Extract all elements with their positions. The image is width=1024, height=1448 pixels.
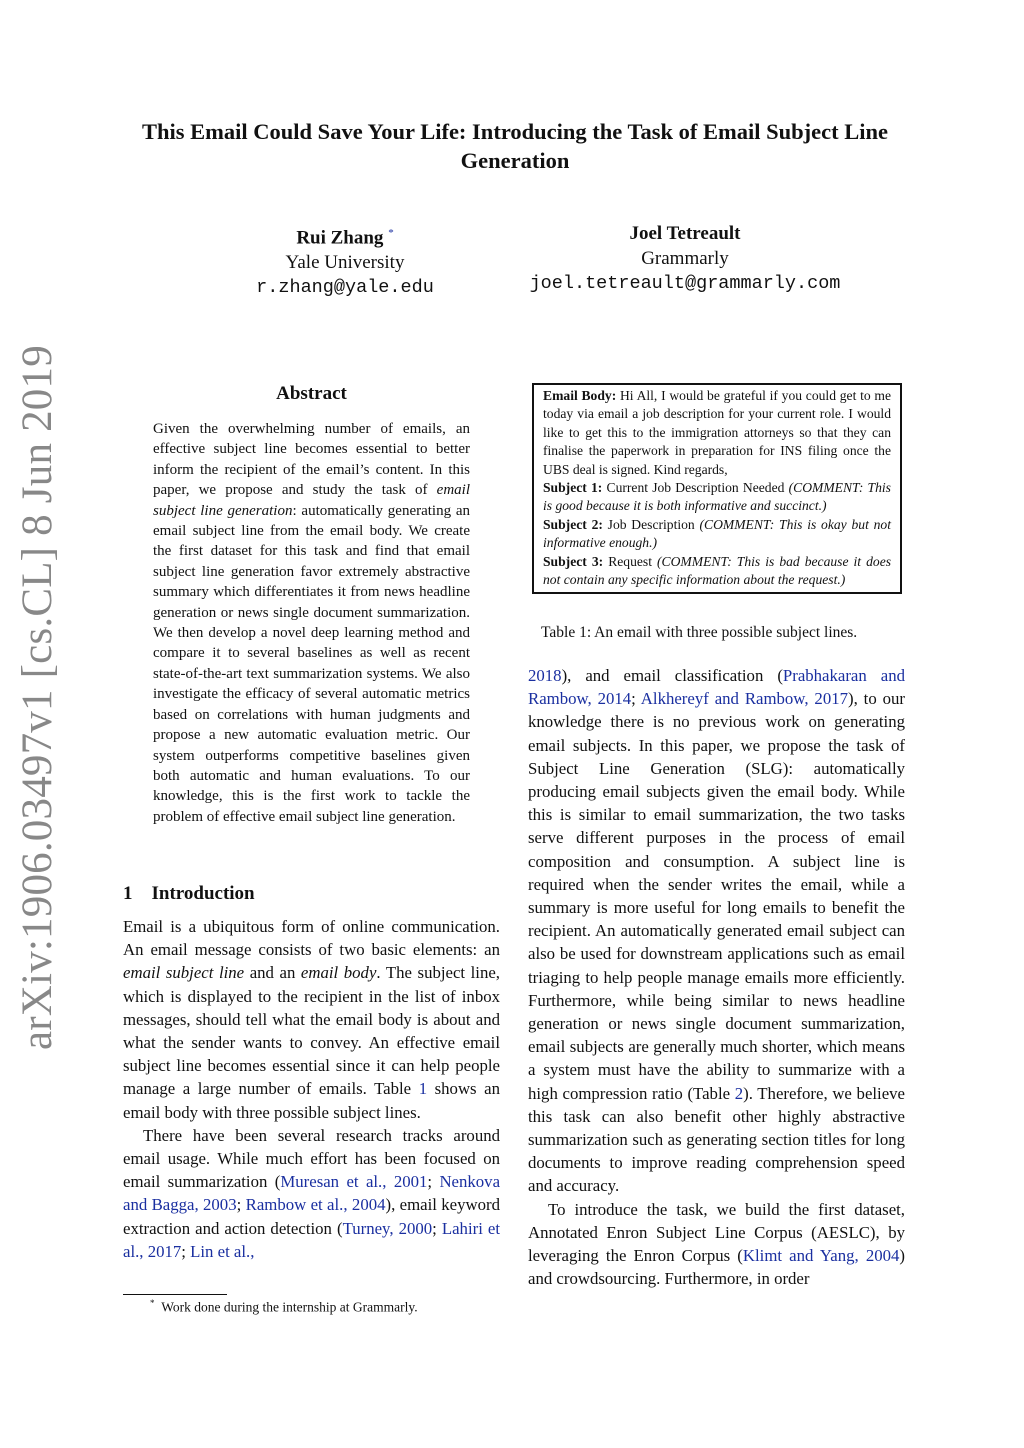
citation-link[interactable]: Muresan et al., 2001 <box>280 1172 428 1192</box>
citation-link[interactable]: Klimt and Yang, 2004 <box>742 1246 900 1266</box>
footnote <box>150 1298 418 1316</box>
subject-3: Subject 3: Request (COMMENT: This is bad because it does not contain any specific information about the request.) <box>543 553 892 588</box>
section-number: 1 <box>123 883 133 904</box>
author-block-1 <box>225 221 465 300</box>
author-name: Joel Tetreault <box>629 223 741 244</box>
citation-link[interactable]: Lin et al., <box>190 1241 255 1261</box>
section-heading-introduction <box>123 883 255 905</box>
table-1-caption: Table 1: An email with three possible subject lines. <box>541 624 858 641</box>
author-email[interactable]: joel.tetreault@grammarly.com <box>529 273 841 294</box>
citation-link[interactable]: Rambow et al., 2004 <box>245 1195 386 1215</box>
author-name: Rui Zhang <box>296 227 384 249</box>
intro-paragraph-2: There have been several research tracks around email usage. While much effort has been focused on email summarization (Muresan et al., 2001; Nenkova and Bagga, 2003; Rambow et al., 2004), email keyword extraction and action detection (Turney, 2000; Lahiri et al., 2017; Lin et al., <box>123 1125 501 1261</box>
section-title: Introduction <box>151 883 255 904</box>
author-affiliation: Grammarly <box>641 248 729 269</box>
intro-left-column <box>123 915 500 1263</box>
author-affiliation: Yale University <box>285 252 405 274</box>
table-ref-link[interactable]: 2 <box>734 1083 744 1103</box>
citation-link[interactable]: Nenkova and Bagga, 2003 <box>123 1172 501 1215</box>
intro-paragraph-2-cont: 2018), and email classification (Prabhakaran and Rambow, 2014; Alkhereyf and Rambow, 2017), to our knowledge there is no previous work on generating email subjects. In this paper, we propose the task of Subject Line Generation (SLG): automatically producing email subjects given the email body. While this is similar to email summarization, the two tasks serve different purposes in the process of email composition and consumption. A subject line is required when the sender writes the email, while a summary is more useful for long emails to benefit the recipient. An automatically generated email subject can also be used for downstream applications such as email triaging to help people manage emails more efficiently. Furthermore, while being similar to news headline generation or news single document summarization, email subjects are generally much shorter, which means a system must have the ability to summarize with a high compression ratio (Table 2). Therefore, we believe this task can also benefit other highly abstractive summarization such as generating section titles for long documents to improve reading comprehension speed and accuracy. <box>528 666 906 1196</box>
author-footnote-mark[interactable]: * <box>388 227 394 239</box>
footnote-mark: * <box>150 1298 155 1308</box>
citation-link[interactable]: 2018 <box>528 666 562 685</box>
subject-1: Subject 1: Current Job Description Needed (COMMENT: This is good because it is both informative and succinct.) <box>543 480 891 514</box>
intro-paragraph-1: Email is a ubiquitous form of online communication. An email message consists of two basic elements: an email subject line and an email body. The subject line, which is displayed to the recipient in the list of inbox messages, should tell what the email body is about and what the sender wants to convey. An effective email subject line becomes essential since it can help people manage a large number of emails. Table 1 shows an email body with three possible subject lines. <box>123 917 500 1122</box>
footnote-rule <box>123 1294 227 1295</box>
citation-link[interactable]: Prabhakaran and Rambow, 2014 <box>528 666 905 709</box>
intro-right-column <box>528 664 905 1290</box>
footnote-text: Work done during the internship at Grammarly. <box>161 1299 418 1315</box>
email-body: Email Body: Hi All, I would be grateful if you could get to me today via email a job description for your current role. I would like to get this to the immigration attorneys so that they can finalise the paperwork in preparation for INS filing once the UBS deal is signed. Kind regards, <box>543 388 892 477</box>
subject-2: Subject 2: Job Description (COMMENT: This is okay but not informative enough.) <box>543 516 891 551</box>
abstract-heading: Abstract <box>276 383 347 404</box>
citation-link[interactable]: Turney, 2000 <box>342 1218 433 1238</box>
abstract-text: Given the overwhelming number of emails, an effective subject line becomes essential to better inform the recipient of the email’s content. In this paper, we propose and study the task of email subject line generation: automatically generating an email subject line from the email body. We create the first dataset for this task and find that email subject line generation favor extremely abstractive summary which differentiates it from news headline generation or news single document summarization. We then develop a novel deep learning method and compare it to several baselines as well as recent state-of-the-art text summarization systems. We also investigate the efficacy of several automatic metrics based on correlations with human judgments and propose a new automatic evaluation metric. Our system outperforms competitive baselines given both automatic and human evaluations. To our knowledge, this is the first work to tackle the problem of effective email subject line generation. <box>153 421 471 825</box>
author-email[interactable]: r.zhang@yale.edu <box>256 277 434 299</box>
intro-paragraph-3: To introduce the task, we build the first dataset, Annotated Enron Subject Line Corpus (AESLC), by leveraging the Enron Corpus (Klimt and Yang, 2004) and crowdsourcing. Furthermore, in order <box>528 1199 906 1289</box>
citation-link[interactable]: Lahiri et al., 2017 <box>123 1218 501 1261</box>
table-1-email-box <box>532 383 902 594</box>
table-ref-link[interactable]: 1 <box>418 1079 428 1099</box>
paper-title: This Email Could Save Your Life: Introducing the Task of Email Subject Line Generation <box>142 119 888 173</box>
author-block-2 <box>500 221 870 296</box>
citation-link[interactable]: Alkhereyf and Rambow, 2017 <box>640 689 848 709</box>
arxiv-identifier: arXiv:1906.03497v1 [cs.CL] 8 Jun 2019 <box>14 345 61 1050</box>
